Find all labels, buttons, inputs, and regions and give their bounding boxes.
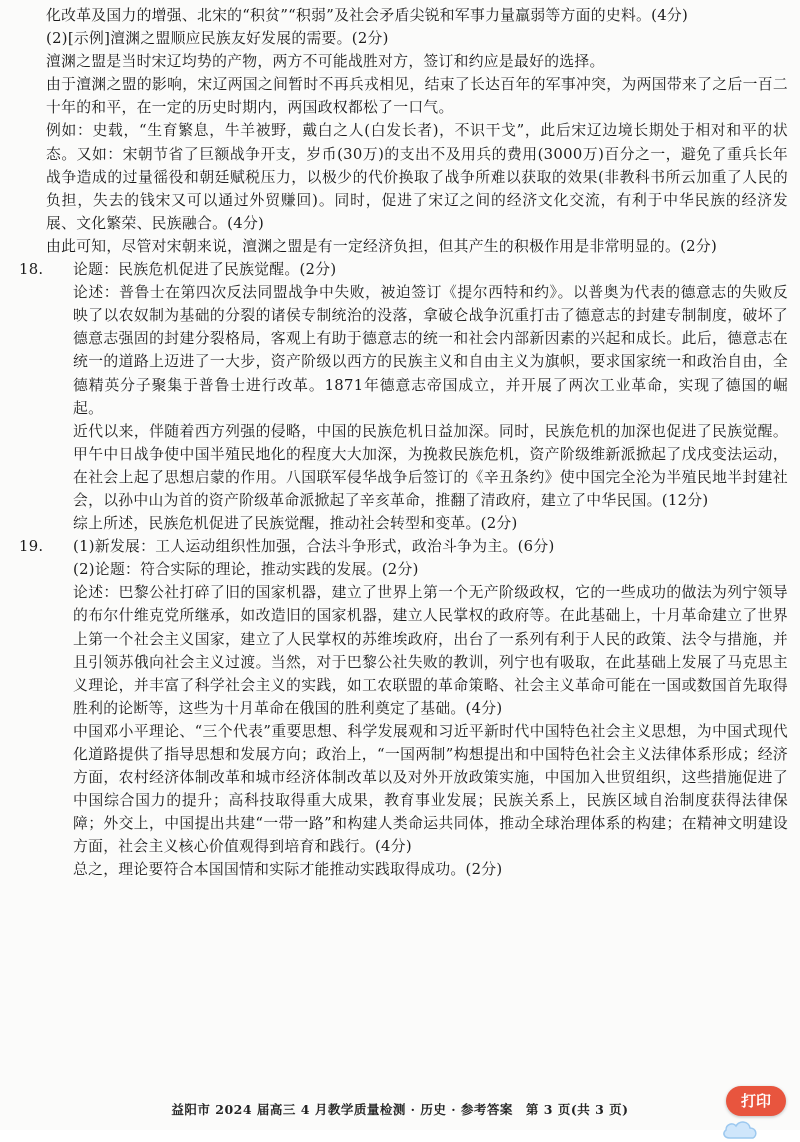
print-button[interactable]: 打印: [726, 1086, 786, 1116]
question-number: 18.: [19, 261, 44, 279]
paragraph: 化改革及国力的增强、北宋的“积贫”“积弱”及社会矛盾尖锐和军事力量羸弱等方面的史料。(4分): [46, 7, 689, 24]
thesis: 论题：民族危机促进了民族觉醒。(2分): [73, 261, 337, 279]
paragraph: 由此可知，尽管对宋朝来说，澶渊之盟是有一定经济负担，但其产生的积极作用是非常明显的。(2分): [46, 237, 718, 255]
answer-content: [19, 4, 788, 882]
question-number: 19.: [19, 538, 44, 556]
argument: 近代以来，伴随着西方列强的侵略，中国的民族危机日益加深。同时，民族危机的加深也促进了民族觉醒。甲午中日战争使中国半殖民地化的程度大大加深，为挽救民族危机，资产阶级维新派掀起了戊戌变法运动，在社会上起了思想启蒙的作用。八国联军侵华战争后签订的《辛丑条约》使中国完全沦为半殖民地半封建社会，以孙中山为首的资产阶级革命派掀起了辛亥革命，推翻了清政府，建立了中华民国。(12分): [73, 422, 788, 509]
argument: 论述：普鲁士在第四次反法同盟战争中失败，被迫签订《提尔西特和约》。以普奥为代表的德意志的失败反映了以农奴制为基础的分裂的诸侯专制统治的没落，拿破仑战争沉重打击了德意志的封建专制制度，破坏了德意志强固的封建分裂格局，客观上有助于德意志的统一和社会内部新因素的兴起和成长。此后，德意志在统一的道路上迈进了一大步，资产阶级以西方的民族主义和自由主义为旗帜，要求国家统一和政治自由，全德精英分子聚集于普鲁士进行改革。1871年德意志帝国成立，并开展了两次工业革命，实现了德国的崛起。: [73, 284, 788, 417]
argument: 中国邓小平理论、“三个代表”重要思想、科学发展观和习近平新时代中国特色社会主义思想，为中国式现代化道路提供了指导思想和发展方向；政治上，“一国两制”构想提出和中国特色社会主义法律体系形成；经济方面，农村经济体制改革和城市经济体制改革以及对外开放政策实施，中国加入世贸组织，这些措施促进了中国综合国力的提升；高科技取得重大成果，教育事业发展；民族关系上，民族区域自治制度获得法律保障；外交上，中国提出共建“一带一路”和构建人类命运共同体，推动全球治理体系的构建；在精神文明建设方面，社会主义核心价值观得到培育和践行。(4分): [73, 722, 788, 856]
paragraph: (2)[示例]澶渊之盟顺应民族友好发展的需要。(2分): [46, 30, 389, 48]
conclusion: 综上所述，民族危机促进了民族觉醒，推动社会转型和变革。(2分): [73, 515, 518, 533]
page-footer: 益阳市 2024 届高三 4 月教学质量检测 · 历史 · 参考答案 第 3 页(共 3 页): [171, 1102, 629, 1117]
paragraph: 由于澶渊之盟的影响，宋辽两国之间暂时不再兵戎相见，结束了长达百年的军事冲突，为两国带来了之后一百二十年的和平，在一定的历史时期内，两国政权都松了一口气。: [46, 76, 788, 117]
answer-part: (1)新发展：工人运动组织性加强，合法斗争形式，政治斗争为主。(6分): [73, 538, 555, 556]
paragraph: 例如：史载，“生育繁息，牛羊被野，戴白之人(白发长者)，不识干戈”，此后宋辽边境长期处于相对和平的状态。又如：宋朝节省了巨额战争开支，岁币(30万)的支出不及用兵的费用(3000万)百分之一，避免了重兵长年战争造成的过量徭役和朝廷赋税压力，以极少的代价换取了战争所难以获取的效果(非教科书所云加重了人民的负担，失去的钱宋又可以通过外贸赚回)。同时，促进了宋辽之间的经济文化交流，有利于中华民族的经济发展、文化繁荣、民族融合。(4分): [46, 122, 788, 232]
thesis: (2)论题：符合实际的理论，推动实践的发展。(2分): [73, 561, 419, 579]
question-18: [19, 258, 788, 535]
cloud-icon: [720, 1118, 760, 1142]
paragraph: 澶渊之盟是当时宋辽均势的产物，两方不可能战胜对方，签订和约应是最好的选择。: [46, 53, 605, 71]
question-19: [19, 535, 788, 881]
conclusion: 总之，理论要符合本国国情和实际才能推动实践取得成功。(2分): [73, 861, 503, 879]
argument: 论述：巴黎公社打碎了旧的国家机器，建立了世界上第一个无产阶级政权，它的一些成功的做法为列宁领导的布尔什维克党所继承，如改造旧的国家机器，建立人民掌权的政府等。在此基础上，十月革命建立了世界上第一个社会主义国家，建立了人民掌权的苏维埃政府，出台了一系列有利于人民的政策、法令与措施，并且引领苏俄向社会主义过渡。当然，对于巴黎公社失败的教训，列宁也有吸取，在此基础上发展了马克思主义理论，并丰富了科学社会主义的实践，如工农联盟的革命策略、社会主义革命可能在一国或数国首先取得胜利的论断等，这些为十月革命在俄国的胜利奠定了基础。(4分): [73, 584, 788, 717]
